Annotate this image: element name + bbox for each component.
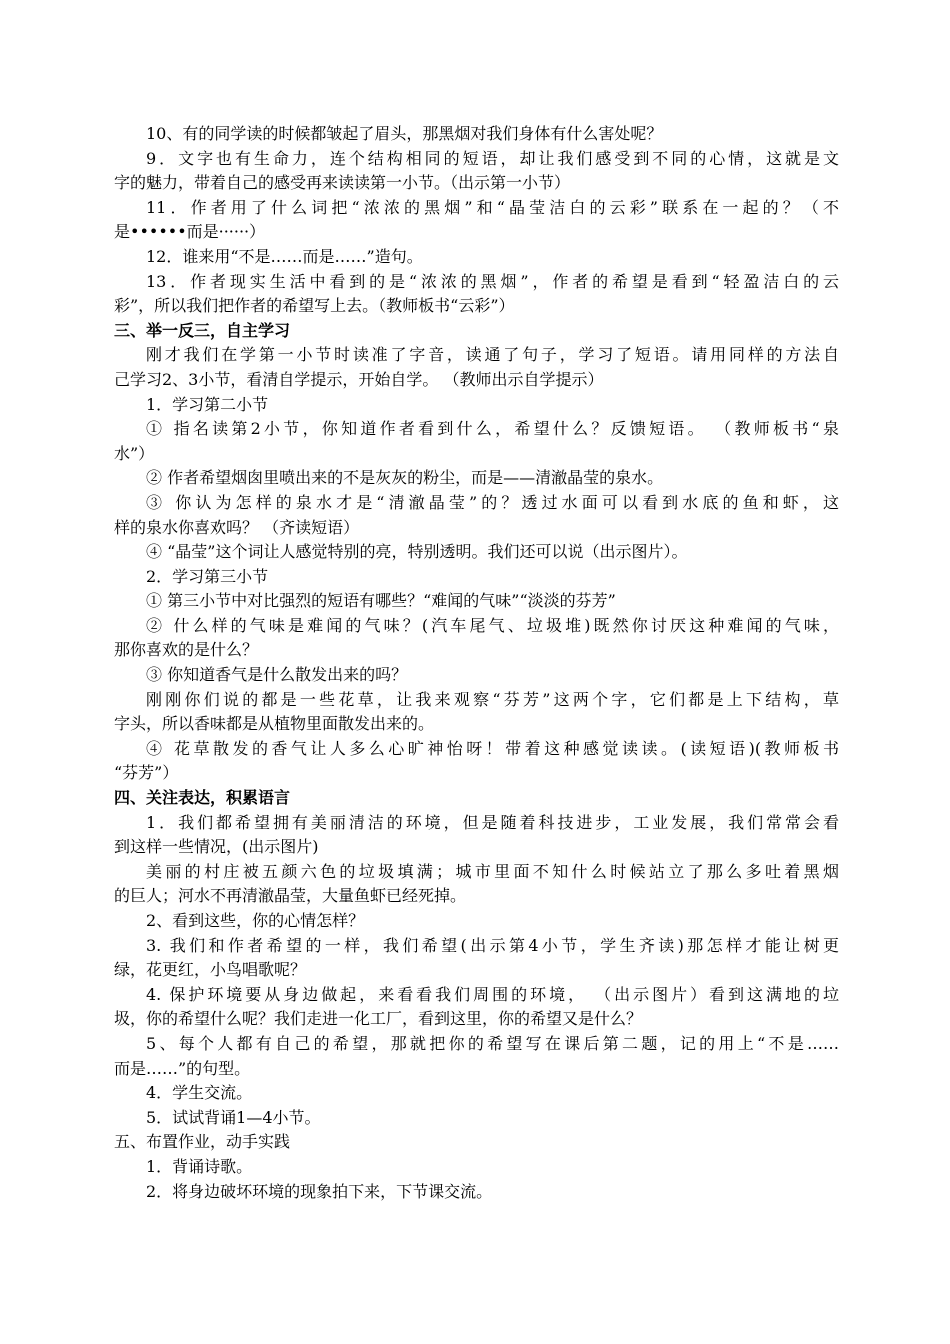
paragraph-line: ④ 花草散发的香气让人多么心旷神怡呀！带着这种感觉读读。(读短语)(教师板书: [146, 738, 839, 758]
paragraph-line: 4. 保护环境要从身边做起，来看看我们周围的环境， （出示图片）看到这满地的垃: [146, 984, 839, 1004]
paragraph-line: ① 第三小节中对比强烈的短语有哪些？“难闻的气味”“淡淡的芬芳”: [146, 591, 616, 611]
section-heading: 四、关注表达，积累语言: [114, 788, 291, 808]
document-page: [114, 122, 839, 1204]
paragraph-line: 彩”，所以我们把作者的希望写上去。（教师板书“云彩”）: [114, 296, 515, 316]
paragraph-line: 到这样一些情况，(出示图片): [114, 837, 319, 857]
paragraph-line: 字头，所以香味都是从植物里面散发出来的。: [114, 714, 435, 734]
paragraph-line: ② 作者希望烟囱里喷出来的不是灰灰的粉尘，而是——清澈晶莹的泉水。: [146, 468, 664, 488]
paragraph-line: 9．文字也有生命力，连个结构相同的短语，却让我们感受到不同的心情，这就是文: [146, 148, 839, 168]
section-heading: 三、举一反三，自主学习: [114, 320, 291, 340]
subsection-heading: 2．学习第三小节: [146, 566, 269, 586]
paragraph-line: 水”）: [114, 443, 155, 463]
paragraph-line: 2．将身边破坏环境的现象拍下来，下节课交流。: [146, 1181, 493, 1201]
subsection-heading: 1．学习第二小节: [146, 394, 269, 414]
paragraph-line: ③ 你认为怎样的泉水才是“清澈晶莹”的？透过水面可以看到水底的鱼和虾，这: [146, 492, 839, 512]
paragraph-line: 5、每个人都有自己的希望，那就把你的希望写在课后第二题，记的用上“不是……: [146, 1033, 839, 1053]
paragraph-line: 11．作者用了什么词把“浓浓的黑烟”和“晶莹洁白的云彩”联系在一起的？（不: [146, 197, 839, 217]
paragraph-line: 12．谁来用“不是……而是……”造句。: [146, 246, 423, 266]
paragraph-line: 绿，花更红，小鸟唱歌呢？: [114, 960, 307, 980]
paragraph-line: 字的魅力，带着自己的感受再来读读第一小节。（出示第一小节）: [114, 173, 571, 193]
paragraph-line: 5．试试背诵1—4小节。: [146, 1107, 321, 1127]
paragraph-line: 那你喜欢的是什么？: [114, 640, 259, 660]
paragraph-line: 13．作者现实生活中看到的是“浓浓的黑烟”，作者的希望是看到“轻盈洁白的云: [146, 271, 839, 291]
section-heading: 五、布置作业，动手实践: [114, 1132, 291, 1152]
paragraph-line: ② 什么样的气味是难闻的气味？(汽车尾气、垃圾堆)既然你讨厌这种难闻的气味，: [146, 615, 839, 635]
paragraph-line: 而是……”的句型。: [114, 1058, 251, 1078]
paragraph-line: 己学习2、3小节，看清自学提示，开始自学。 （教师出示自学提示）: [114, 369, 604, 389]
paragraph-line: 1．背诵诗歌。: [146, 1156, 253, 1176]
paragraph-line: 2、看到这些，你的心情怎样？: [146, 911, 365, 930]
paragraph-line: 刚才我们在学第一小节时读准了字音，读通了句子，学习了短语。请用同样的方法自: [146, 345, 839, 365]
paragraph-line: 美丽的村庄被五颜六色的垃圾填满；城市里面不知什么时候站立了那么多吐着黑烟: [146, 861, 839, 881]
paragraph-line: 的巨人；河水不再清澈晶莹，大量鱼虾已经死掉。: [114, 886, 467, 906]
paragraph-line: ③ 你知道香气是什么散发出来的吗？: [146, 665, 408, 685]
paragraph-line: 样的泉水你喜欢吗？ （齐读短语）: [114, 517, 360, 537]
paragraph-line: 圾，你的希望什么呢？我们走进一化工厂，看到这里，你的希望又是什么？: [114, 1009, 643, 1029]
paragraph-line: 4．学生交流。: [146, 1083, 253, 1103]
paragraph-line: 是••••••而是······）: [114, 222, 266, 242]
paragraph-line: 3. 我们和作者希望的一样，我们希望(出示第4小节，学生齐读)那怎样才能让树更: [146, 935, 839, 955]
paragraph-line: “芬芳”）: [114, 763, 179, 783]
paragraph-line: 1．我们都希望拥有美丽清洁的环境，但是随着科技进步，工业发展，我们常常会看: [146, 812, 839, 832]
paragraph-line: 10、有的同学读的时候都皱起了眉头，那黑烟对我们身体有什么害处呢？: [146, 124, 663, 143]
paragraph-line: ① 指名读第2小节，你知道作者看到什么，希望什么？反馈短语。 （教师板书“泉: [146, 419, 839, 439]
paragraph-line: 刚刚你们说的都是一些花草，让我来观察“芬芳”这两个字，它们都是上下结构，草: [146, 689, 839, 709]
paragraph-line: ④ “晶莹”这个词让人感觉特别的亮，特别透明。我们还可以说（出示图片）。: [146, 542, 688, 562]
